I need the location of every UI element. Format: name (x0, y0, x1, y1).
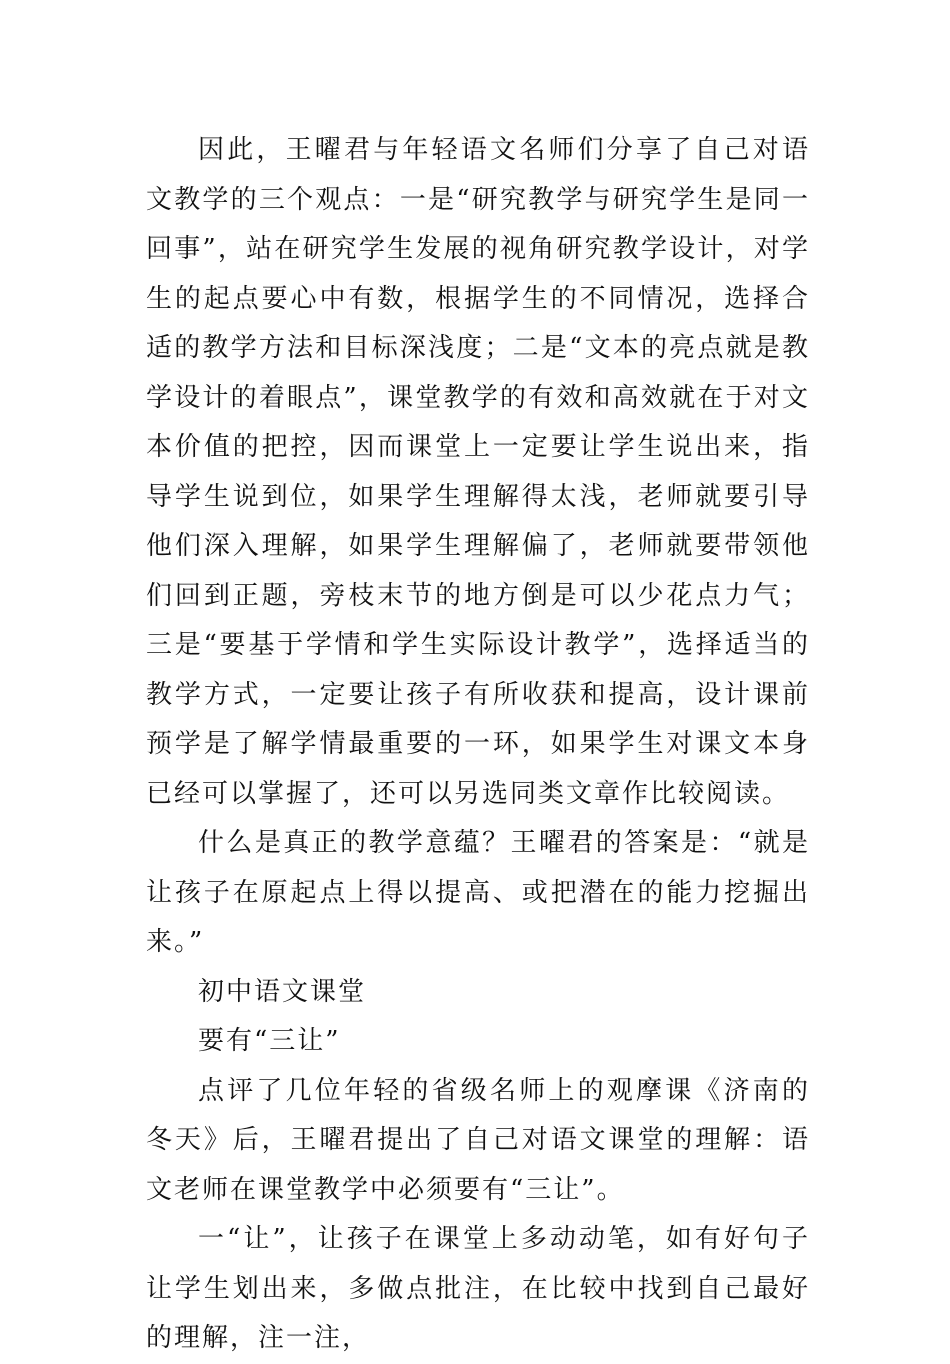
section-heading-line-2: 要有“三让” (198, 1026, 341, 1056)
section-heading-line-1: 初中语文课堂 (198, 976, 367, 1007)
paragraph-lesson-review: 点评了几位年轻的省级名师上的观摩课《济南的冬天》后，王曜君提出了自己对语文课堂的理解：语文老师在课堂教学中必须要有“三让”。 (146, 1075, 810, 1205)
paragraph-teaching-meaning: 什么是真正的教学意蕴？王曜君的答案是：“就是让孩子在原起点上得以提高、或把潜在的能力挖掘出来。” (146, 828, 810, 957)
paragraph-first-rang: 一“让”，让孩子在课堂上多动动笔，如有好句子让学生划出来，多做点批注，在比较中找到自己最好的理解，注一注， (146, 1224, 810, 1353)
document-body (146, 126, 810, 1364)
paragraph-teaching-views: 因此，王曜君与年轻语文名师们分享了自己对语文教学的三个观点：一是“研究教学与研究学生是同一回事”，站在研究学生发展的视角研究教学设计，对学生的起点要心中有数，根据学生的不同情况，选择合适的教学方法和目标深浅度；二是“文本的亮点就是教学设计的着眼点”，课堂教学的有效和高效就在于对文本价值的把控，因而课堂上一定要让学生说出来，指导学生说到位，如果学生理解得太浅，老师就要引导他们深入理解，如果学生理解偏了，老师就要带领他们回到正题，旁枝末节的地方倒是可以少花点力气；三是“要基于学情和学生实际设计教学”，选择适当的教学方式，一定要让孩子有所收获和提高，设计课前预学是了解学情最重要的一环，如果学生对课文本身已经可以掌握了，还可以另选同类文章作比较阅读。 (146, 135, 810, 809)
